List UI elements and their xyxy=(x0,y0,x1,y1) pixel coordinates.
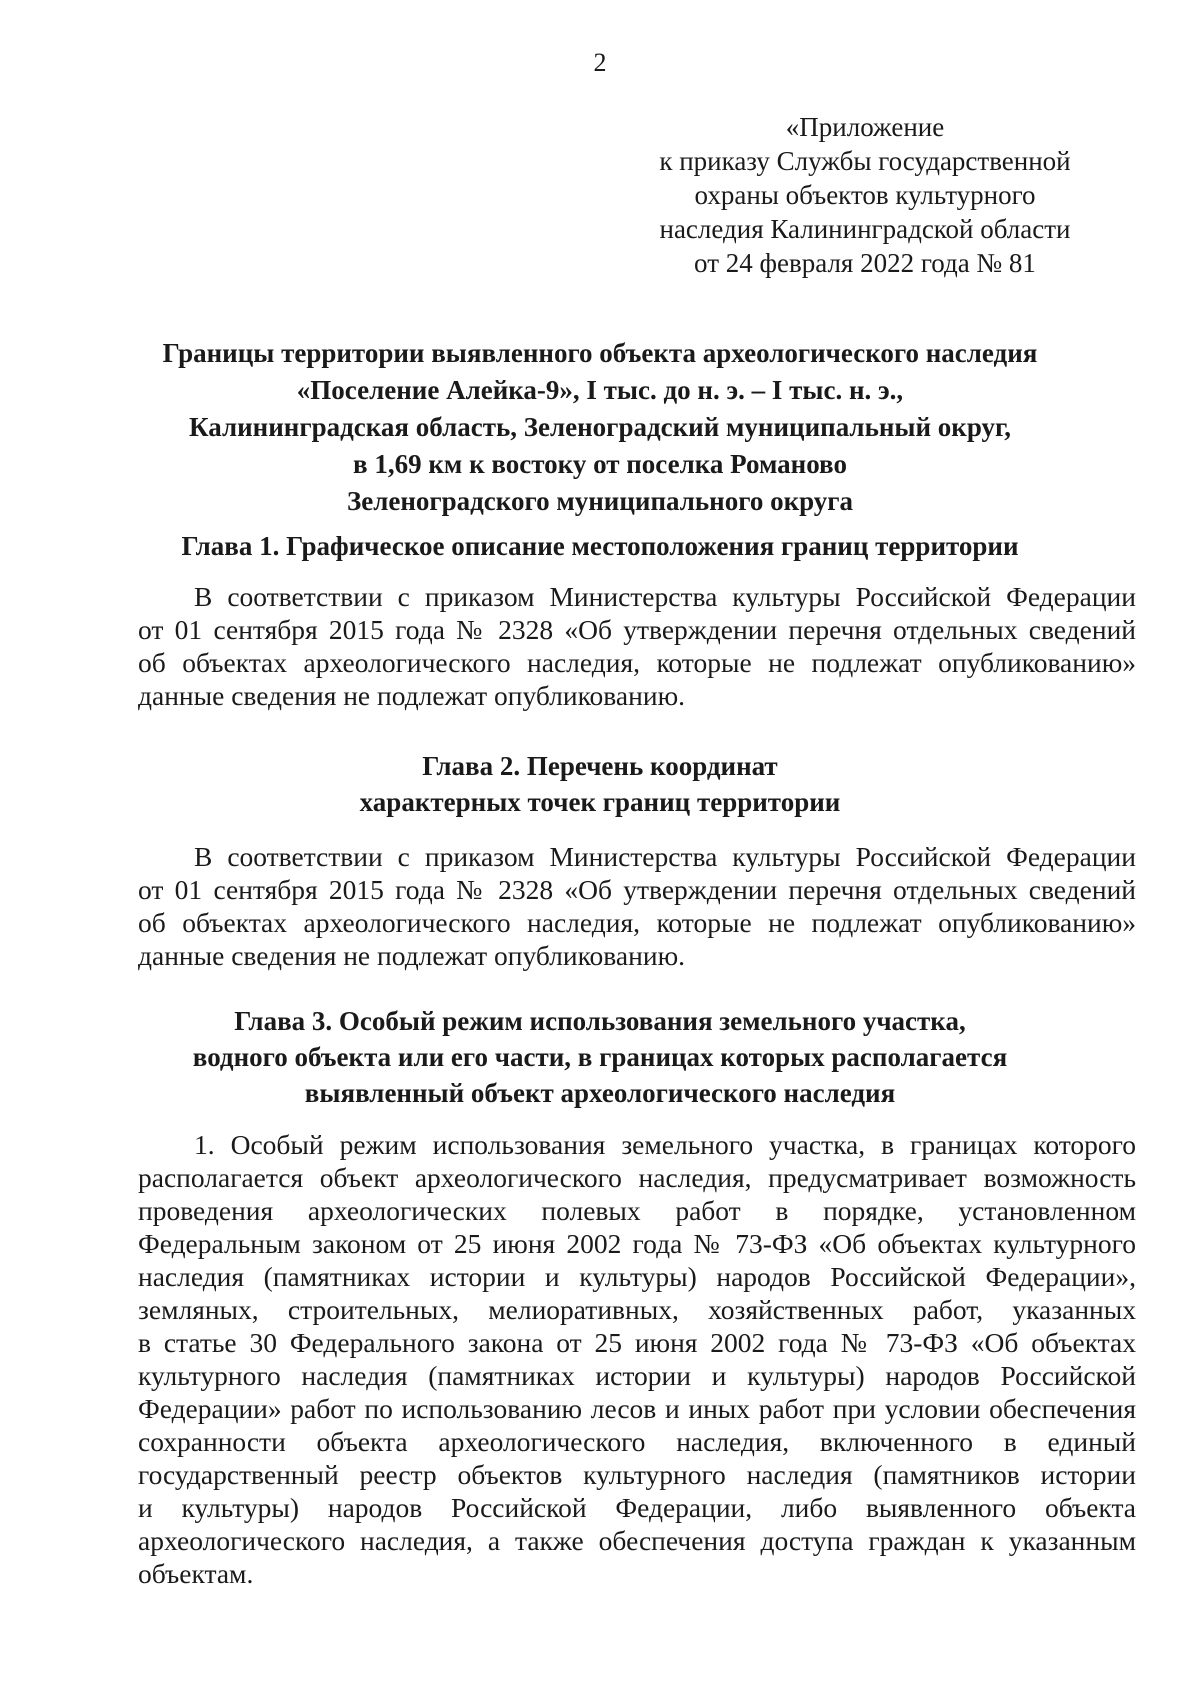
chapter-2-paragraph xyxy=(138,840,1136,972)
paragraph-line: сохранности объекта археологического наследия, включенного в единый xyxy=(138,1426,1136,1457)
appendix-line: от 24 февраля 2022 года № 81 xyxy=(694,248,1036,278)
appendix-line: охраны объектов культурного xyxy=(694,180,1036,210)
chapter-3-heading xyxy=(140,1003,1060,1111)
page-number: 2 xyxy=(593,48,607,77)
paragraph-line: проведения археологических полевых работ в порядке, установленном xyxy=(138,1195,1136,1226)
paragraph-line: Федеральным законом от 25 июня 2002 года № 73-ФЗ «Об объектах культурного xyxy=(138,1228,1136,1259)
paragraph-line: объектам. xyxy=(138,1558,254,1589)
heading-line: Глава 3. Особый режим использования земельного участка, xyxy=(234,1006,966,1036)
chapter-2-heading xyxy=(140,748,1060,820)
chapter-1-paragraph xyxy=(138,580,1136,712)
paragraph-line: земляных, строительных, мелиоративных, хозяйственных работ, указанных xyxy=(138,1294,1136,1325)
paragraph-line: об объектах археологического наследия, которые не подлежат опубликованию» xyxy=(138,647,1136,678)
appendix-line: наследия Калининградской области xyxy=(659,214,1071,244)
paragraph-line: данные сведения не подлежат опубликованию. xyxy=(138,940,685,971)
appendix-header xyxy=(640,110,1090,280)
heading-line: водного объекта или его части, в границах которых располагается xyxy=(192,1042,1008,1072)
title-line: в 1,69 км к востоку от поселка Романово xyxy=(353,449,847,479)
paragraph-line: культурного наследия (памятниках истории и культуры) народов Российской xyxy=(138,1360,1136,1391)
paragraph-line: в статье 30 Федерального закона от 25 июня 2002 года № 73-ФЗ «Об объектах xyxy=(138,1327,1136,1358)
paragraph-line: археологического наследия, а также обеспечения доступа граждан к указанным xyxy=(138,1525,1136,1556)
chapter-1-heading xyxy=(140,528,1060,564)
title-line: Калининградская область, Зеленоградский муниципальный округ, xyxy=(189,412,1011,442)
title-line: «Поселение Алейка-9», I тыс. до н. э. – I тыс. н. э., xyxy=(296,375,904,405)
paragraph-line: Федерации» работ по использованию лесов и иных работ при условии обеспечения xyxy=(138,1393,1136,1424)
document-title xyxy=(150,335,1050,520)
paragraph-line: от 01 сентября 2015 года № 2328 «Об утверждении перечня отдельных сведений xyxy=(138,874,1136,905)
paragraph-line: В соответствии с приказом Министерства культуры Российской Федерации xyxy=(194,841,1136,872)
paragraph-line: государственный реестр объектов культурного наследия (памятников истории xyxy=(138,1459,1136,1490)
paragraph-line: В соответствии с приказом Министерства культуры Российской Федерации xyxy=(194,581,1136,612)
paragraph-line: располагается объект археологического наследия, предусматривает возможность xyxy=(138,1162,1136,1193)
heading-line: выявленный объект археологического наследия xyxy=(304,1078,896,1108)
title-line: Зеленоградского муниципального округа xyxy=(346,486,854,516)
paragraph-line: и культуры) народов Российской Федерации, либо выявленного объекта xyxy=(138,1492,1136,1523)
paragraph-line: данные сведения не подлежат опубликованию. xyxy=(138,680,685,711)
heading-line: характерных точек границ территории xyxy=(359,787,841,817)
paragraph-line: от 01 сентября 2015 года № 2328 «Об утверждении перечня отдельных сведений xyxy=(138,614,1136,645)
chapter-3-paragraph xyxy=(138,1128,1136,1590)
appendix-line: «Приложение xyxy=(785,112,945,142)
paragraph-line: 1. Особый режим использования земельного участка, в границах которого xyxy=(194,1129,1136,1160)
paragraph-line: наследия (памятниках истории и культуры) народов Российской Федерации», xyxy=(138,1261,1136,1292)
heading-line: Глава 2. Перечень координат xyxy=(422,751,778,781)
title-line: Границы территории выявленного объекта археологического наследия xyxy=(162,338,1038,368)
heading-line: Глава 1. Графическое описание местоположения границ территории xyxy=(181,531,1019,561)
appendix-line: к приказу Службы государственной xyxy=(659,146,1071,176)
paragraph-line: об объектах археологического наследия, которые не подлежат опубликованию» xyxy=(138,907,1136,938)
